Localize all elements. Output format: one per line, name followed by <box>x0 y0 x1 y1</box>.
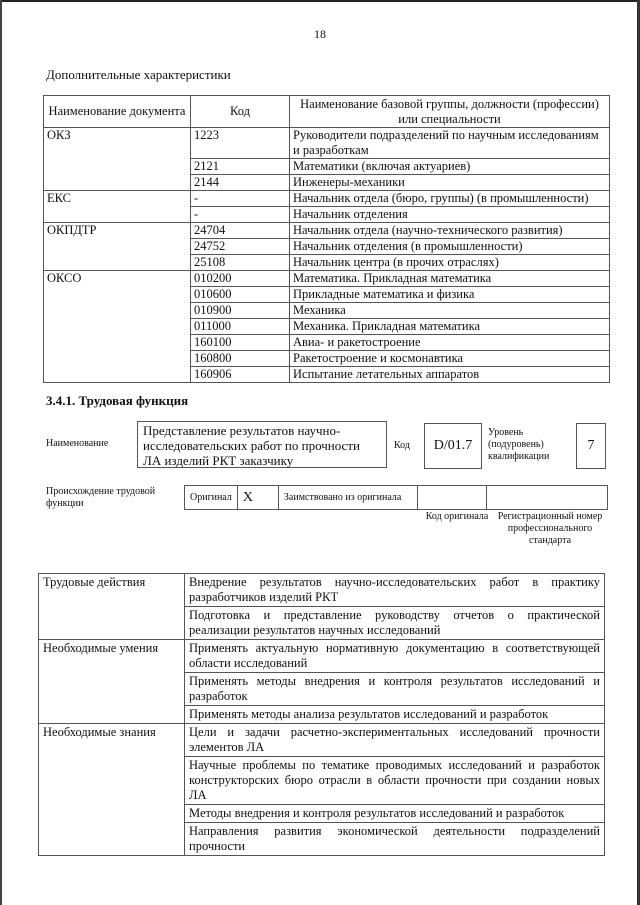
scan-edge-left <box>0 0 2 905</box>
table-row <box>44 128 610 159</box>
origin-table <box>184 485 608 510</box>
header-code: Код <box>191 96 290 128</box>
code-cell: 011000 <box>191 319 290 335</box>
table-header-row <box>44 96 610 128</box>
document-name-cell: ОКЗ <box>44 128 191 191</box>
table-row <box>39 574 605 607</box>
scan-edge-top <box>0 0 640 2</box>
function-name-box: Представление результатов научно-исследовательских работ по прочности ЛА изделий РКТ заказчику <box>137 421 387 468</box>
origin-row <box>185 486 608 510</box>
detail-item-cell: Научные проблемы по тематике проводимых исследований и разработок конструкторских бюро отрасли в области прочности при создании новых ЛА <box>185 757 605 805</box>
code-cell: 2144 <box>191 175 290 191</box>
code-cell: 1223 <box>191 128 290 159</box>
code-cell: 24752 <box>191 239 290 255</box>
origin-original-mark: X <box>237 486 278 510</box>
code-cell: - <box>191 191 290 207</box>
code-cell: 24704 <box>191 223 290 239</box>
code-cell: 160800 <box>191 351 290 367</box>
detail-item-cell: Подготовка и представление руководству отчетов о практической реализации результатов научных исследований <box>185 607 605 640</box>
name-label: Наименование <box>46 438 109 449</box>
group-name-cell: Начальник отдела (бюро, группы) (в промышленности) <box>290 191 610 207</box>
detail-item-cell: Применять актуальную нормативную документацию в соответствующей области исследований <box>185 640 605 673</box>
level-label: Уровень (подуровень) квалификации <box>488 427 550 462</box>
origin-code-caption: Код оригинала <box>425 511 489 522</box>
section-heading: 3.4.1. Трудовая функция <box>46 393 189 408</box>
category-cell: Необходимые знания <box>39 724 185 856</box>
table-row <box>44 223 610 239</box>
group-name-cell: Начальник отдела (научно-технического развития) <box>290 223 610 239</box>
group-name-cell: Начальник отделения <box>290 207 610 223</box>
group-name-cell: Испытание летательных аппаратов <box>290 367 610 383</box>
header-document: Наименование документа <box>44 96 191 128</box>
origin-reg-caption: Регистрационный номер профессионального стандарта <box>497 511 603 546</box>
function-code-box: D/01.7 <box>424 423 482 469</box>
detail-item-cell: Применять методы анализа результатов исследований и разработок <box>185 706 605 724</box>
additional-characteristics-caption: Дополнительные характеристики <box>46 67 231 82</box>
header-group-name: Наименование базовой группы, должности (профессии) или специальности <box>290 96 610 128</box>
document-name-cell: ЕКС <box>44 191 191 223</box>
origin-original-label: Оригинал <box>185 486 238 510</box>
detail-item-cell: Направления развития экономической деятельности подразделений прочности <box>185 823 605 856</box>
code-cell: 160906 <box>191 367 290 383</box>
origin-label: Происхождение трудовой функции <box>46 486 156 509</box>
category-cell: Необходимые умения <box>39 640 185 724</box>
code-cell: - <box>191 207 290 223</box>
detail-item-cell: Внедрение результатов научно-исследовательских работ в практику разработчиков изделий РКТ <box>185 574 605 607</box>
code-cell: 2121 <box>191 159 290 175</box>
group-name-cell: Механика. Прикладная математика <box>290 319 610 335</box>
origin-code-cell <box>417 486 486 510</box>
group-name-cell: Математики (включая актуариев) <box>290 159 610 175</box>
code-cell: 160100 <box>191 335 290 351</box>
origin-borrowed-label: Заимствовано из оригинала <box>278 486 417 510</box>
detail-item-cell: Методы внедрения и контроля результатов исследований и разработок <box>185 805 605 823</box>
table-row <box>39 640 605 673</box>
code-cell: 010900 <box>191 303 290 319</box>
code-cell: 010600 <box>191 287 290 303</box>
group-name-cell: Начальник отделения (в промышленности) <box>290 239 610 255</box>
document-name-cell: ОКПДТР <box>44 223 191 271</box>
function-details-table <box>38 573 605 856</box>
group-name-cell: Начальник центра (в прочих отраслях) <box>290 255 610 271</box>
document-name-cell: ОКСО <box>44 271 191 383</box>
category-cell: Трудовые действия <box>39 574 185 640</box>
group-name-cell: Ракетостроение и космонавтика <box>290 351 610 367</box>
group-name-cell: Механика <box>290 303 610 319</box>
code-cell: 25108 <box>191 255 290 271</box>
group-name-cell: Инженеры-механики <box>290 175 610 191</box>
detail-item-cell: Применять методы внедрения и контроля результатов исследований и разработок <box>185 673 605 706</box>
code-label: Код <box>394 440 410 451</box>
table-row <box>39 724 605 757</box>
page-number: 18 <box>314 27 326 41</box>
table-row <box>44 271 610 287</box>
table-row <box>44 191 610 207</box>
origin-reg-number-cell <box>486 486 607 510</box>
code-cell: 010200 <box>191 271 290 287</box>
group-name-cell: Математика. Прикладная математика <box>290 271 610 287</box>
detail-item-cell: Цели и задачи расчетно-экспериментальных исследований прочности элементов ЛА <box>185 724 605 757</box>
qualification-level-box: 7 <box>576 423 606 469</box>
additional-characteristics-table <box>43 95 610 383</box>
group-name-cell: Руководители подразделений по научным исследованиям и разработкам <box>290 128 610 159</box>
group-name-cell: Прикладные математика и физика <box>290 287 610 303</box>
group-name-cell: Авиа- и ракетостроение <box>290 335 610 351</box>
